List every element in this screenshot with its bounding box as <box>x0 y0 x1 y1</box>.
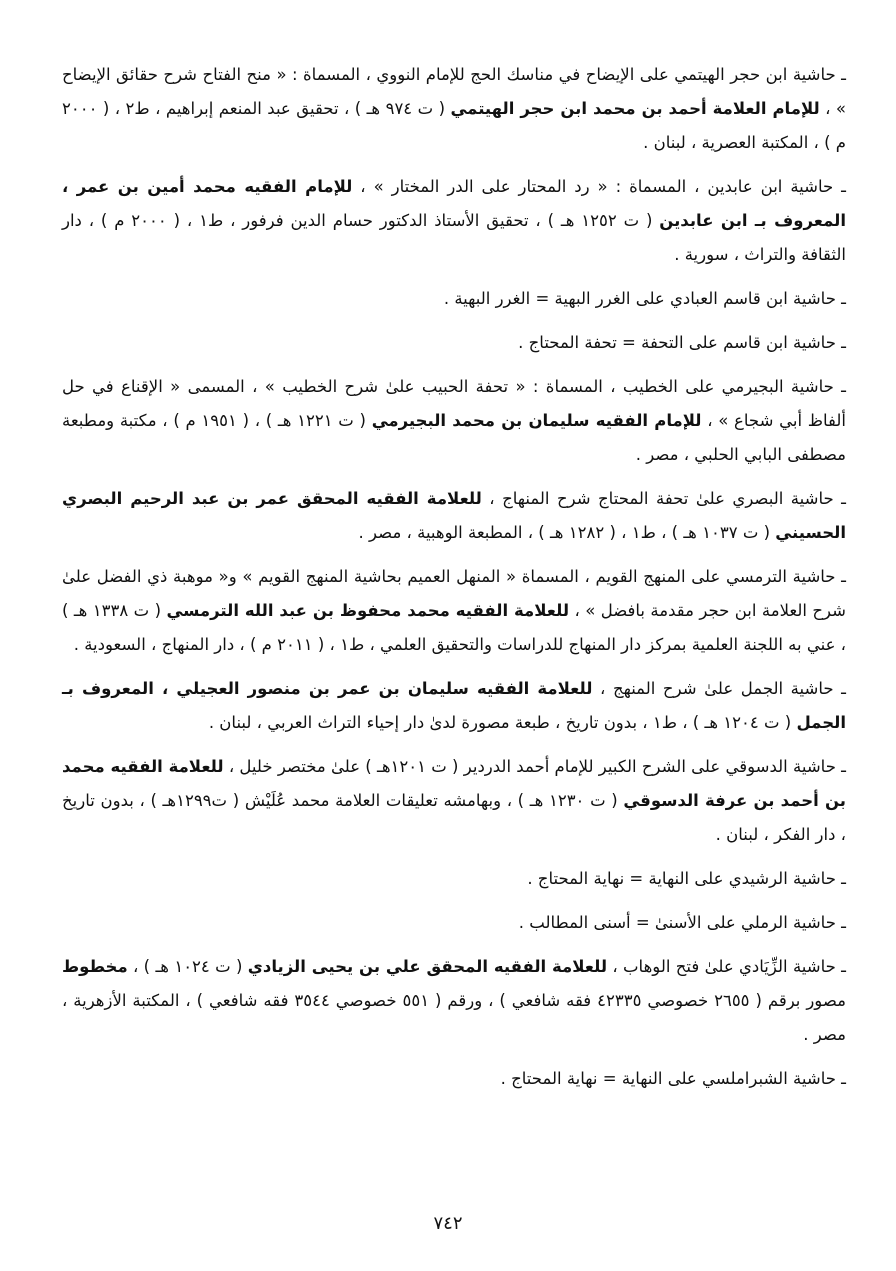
bibliography-entry <box>62 482 846 550</box>
entry-text: ـ حاشية ابن حجر الهيتمي على الإيضاح في مناسك الحج للإمام النووي ، المسماة : « منح الفتاح شرح حقائق الإيضاح » ، <box>62 65 846 118</box>
entry-text: ـ حاشية الجمل علىٰ شرح المنهج ، <box>592 679 847 698</box>
entry-text: ـ حاشية الزِّيَادي علىٰ فتح الوهاب ، <box>607 957 846 976</box>
entry-text: ( ت ١٣٣٨ هـ ) ، عني به اللجنة العلمية بمركز دار المنهاج للدراسات والتحقيق العلمي ، ط١ ، ( ٢٠١١ م ) ، دار المنهاج ، السعودية . <box>62 601 846 654</box>
entry-text: ( ت ٩٧٤ هـ ) ، تحقيق عبد المنعم إبراهيم ، ط٢ ، ( ٢٠٠٠ م ) ، المكتبة العصرية ، لبنان . <box>62 99 846 152</box>
entry-author-bold: للعلامة الفقيه المحقق علي بن يحيى الزيادي <box>247 957 608 976</box>
entry-author-bold: للإمام الفقيه سليمان بن محمد البجيرمي <box>371 411 702 430</box>
bibliography-entry <box>62 370 846 472</box>
bibliography-list <box>62 58 846 1096</box>
bibliography-entry <box>62 862 846 896</box>
entry-text: ـ حاشية الترمسي على المنهج القويم ، المسماة « المنهل العميم بحاشية المنهج القويم » و« موهبة ذي الفضل علىٰ شرح العلامة ابن حجر مقدمة بافضل » ، <box>62 567 846 620</box>
entry-text: ـ حاشية الدسوقي على الشرح الكبير للإمام أحمد الدردير ( ت ١٢٠١هـ ) علىٰ مختصر خليل ، <box>223 757 846 776</box>
entry-text: ـ حاشية الرملي على الأسنىٰ = أسنى المطالب . <box>518 913 846 932</box>
entry-text: ـ حاشية ابن عابدين ، المسماة : « رد المحتار على الدر المختار » ، <box>352 177 846 196</box>
entry-text: ـ حاشية الرشيدي على النهاية = نهاية المحتاج . <box>527 869 846 888</box>
entry-text: ـ حاشية ابن قاسم على التحفة = تحفة المحتاج . <box>518 333 846 352</box>
entry-text: ( ت ١٢٥٢ هـ ) ، تحقيق الأستاذ الدكتور حسام الدين فرفور ، ط١ ، ( ٢٠٠٠ م ) ، دار الثقافة والتراث ، سورية . <box>62 211 846 264</box>
entry-text: ـ حاشية البجيرمي على الخطيب ، المسماة : « تحفة الحبيب علىٰ شرح الخطيب » ، المسمى « الإقناع في حل ألفاظ أبي شجاع » ، <box>62 377 846 430</box>
bibliography-page <box>62 58 846 1106</box>
entry-author-bold: للعلامة الفقيه محمد محفوظ بن عبد الله الترمسي <box>166 601 570 620</box>
bibliography-entry <box>62 672 846 740</box>
entry-text: ( ت ١٢٢١ هـ ) ، ( ١٩٥١ م ) ، مكتبة ومطبعة مصطفى البابي الحلبي ، مصر . <box>62 411 846 464</box>
entry-author-bold: مخطوط <box>62 957 128 976</box>
entry-author-bold: للعلامة الفقيه محمد بن أحمد بن عرفة الدسوقي <box>62 757 846 810</box>
bibliography-entry <box>62 950 846 1052</box>
entry-text: مصور برقم ( ٢٦٥٥ خصوصي ٤٢٣٣٥ فقه شافعي ) ، ورقم ( ٥٥١ خصوصي ٣٥٤٤ فقه شافعي ) ، المكتبة الأزهرية ، مصر . <box>62 991 846 1044</box>
entry-text: ـ حاشية الشبراملسي على النهاية = نهاية المحتاج . <box>500 1069 846 1088</box>
entry-author-bold: للعلامة الفقيه سليمان بن عمر بن منصور العجيلي ، المعروف بـ الجمل <box>62 679 846 732</box>
entry-text: ـ حاشية البصري علىٰ تحفة المحتاج شرح المنهاج ، <box>481 489 846 508</box>
bibliography-entry <box>62 1062 846 1096</box>
bibliography-entry <box>62 282 846 316</box>
entry-text: ( ت ١٠٣٧ هـ ) ، ط١ ، ( ١٢٨٢ هـ ) ، المطبعة الوهبية ، مصر . <box>358 523 776 542</box>
entry-text: ( ت ١٠٢٤ هـ ) ، <box>127 957 248 976</box>
entry-text: ( ت ١٢٠٤ هـ ) ، ط١ ، بدون تاريخ ، طبعة مصورة لدىٰ دار إحياء التراث العربي ، لبنان . <box>208 713 797 732</box>
entry-author-bold: للإمام الفقيه محمد أمين بن عمر ، المعروف بـ ابن عابدين <box>62 177 847 230</box>
entry-author-bold: للإمام العلامة أحمد بن محمد ابن حجر الهيتمي <box>450 99 820 118</box>
bibliography-entry <box>62 750 846 852</box>
bibliography-entry <box>62 906 846 940</box>
bibliography-entry <box>62 58 846 160</box>
bibliography-entry <box>62 326 846 360</box>
entry-text: ـ حاشية ابن قاسم العبادي على الغرر البهية = الغرر البهية . <box>443 289 846 308</box>
page-number: ٧٤٢ <box>433 1213 463 1234</box>
bibliography-entry <box>62 170 846 272</box>
bibliography-entry <box>62 560 846 662</box>
entry-text: ( ت ١٢٣٠ هـ ) ، وبهامشه تعليقات العلامة محمد عُلَيْش ( ت١٢٩٩هـ ) ، بدون تاريخ ، دار الفكر ، لبنان . <box>62 791 846 844</box>
entry-author-bold: للعلامة الفقيه المحقق عمر بن عبد الرحيم البصري الحسيني <box>62 489 846 542</box>
